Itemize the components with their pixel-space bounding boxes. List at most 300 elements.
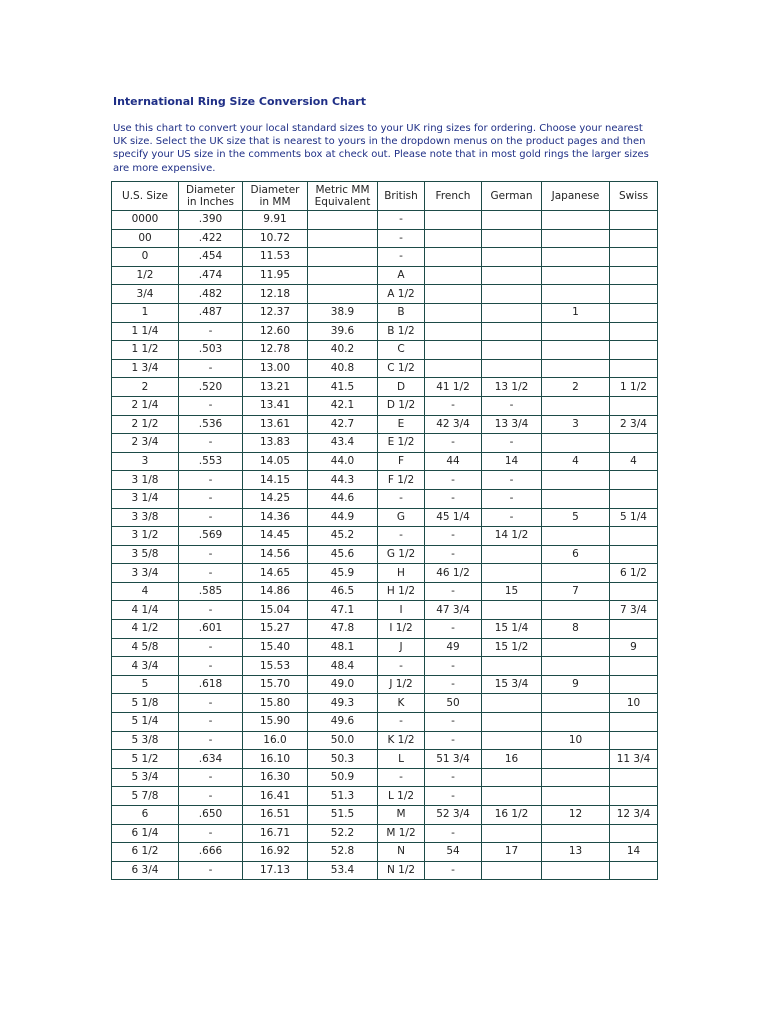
british-cell: N xyxy=(378,843,425,862)
table-row xyxy=(112,806,658,825)
metric-mm-cell: 42.1 xyxy=(308,396,378,415)
japanese-cell: 3 xyxy=(542,415,610,434)
swiss-cell xyxy=(610,787,658,806)
diameter-inches-cell: - xyxy=(179,396,243,415)
metric-mm-header xyxy=(308,182,378,211)
british-cell: B xyxy=(378,303,425,322)
swiss-cell xyxy=(610,303,658,322)
diameter-mm-cell: 15.90 xyxy=(243,713,308,732)
british-cell: N 1/2 xyxy=(378,861,425,880)
table-row xyxy=(112,378,658,397)
german-cell xyxy=(482,787,542,806)
japanese-cell xyxy=(542,471,610,490)
table-row xyxy=(112,248,658,267)
ring-size-table xyxy=(111,181,658,880)
diameter-mm-cell: 11.95 xyxy=(243,266,308,285)
diameter-mm-cell: 14.86 xyxy=(243,582,308,601)
german-cell xyxy=(482,285,542,304)
table-row xyxy=(112,657,658,676)
table-row xyxy=(112,620,658,639)
metric-mm-cell: 48.4 xyxy=(308,657,378,676)
japanese-cell xyxy=(542,266,610,285)
diameter-inches-cell: .569 xyxy=(179,527,243,546)
german-cell xyxy=(482,303,542,322)
us-size-cell: 3 5/8 xyxy=(112,545,179,564)
table-row xyxy=(112,843,658,862)
diameter-mm-cell: 12.60 xyxy=(243,322,308,341)
french-cell: - xyxy=(425,489,482,508)
british-cell: G 1/2 xyxy=(378,545,425,564)
diameter-inches-cell: - xyxy=(179,564,243,583)
german-cell: - xyxy=(482,434,542,453)
japanese-cell: 5 xyxy=(542,508,610,527)
diameter-inches-cell: - xyxy=(179,471,243,490)
diameter-mm-cell: 16.71 xyxy=(243,824,308,843)
table-row xyxy=(112,731,658,750)
french-cell: - xyxy=(425,861,482,880)
swiss-cell xyxy=(610,675,658,694)
diameter-inches-cell: - xyxy=(179,322,243,341)
diameter-inches-cell: .422 xyxy=(179,229,243,248)
diameter-inches-cell: - xyxy=(179,489,243,508)
diameter-mm-cell: 14.15 xyxy=(243,471,308,490)
british-cell: - xyxy=(378,768,425,787)
diameter-mm-cell: 14.56 xyxy=(243,545,308,564)
swiss-cell xyxy=(610,285,658,304)
table-row xyxy=(112,303,658,322)
german-cell: 16 xyxy=(482,750,542,769)
us-size-cell: 6 3/4 xyxy=(112,861,179,880)
table-row xyxy=(112,508,658,527)
british-cell: K 1/2 xyxy=(378,731,425,750)
table-row xyxy=(112,713,658,732)
british-cell: M xyxy=(378,806,425,825)
metric-mm-cell: 48.1 xyxy=(308,638,378,657)
header-label: Swiss xyxy=(618,189,649,202)
us-size-cell: 5 1/8 xyxy=(112,694,179,713)
japanese-cell: 10 xyxy=(542,731,610,750)
us-size-cell: 1/2 xyxy=(112,266,179,285)
us-size-cell: 2 1/2 xyxy=(112,415,179,434)
diameter-inches-cell: - xyxy=(179,545,243,564)
japanese-cell: 1 xyxy=(542,303,610,322)
metric-mm-cell: 49.0 xyxy=(308,675,378,694)
japanese-cell: 4 xyxy=(542,452,610,471)
british-cell: H 1/2 xyxy=(378,582,425,601)
japanese-cell xyxy=(542,601,610,620)
german-cell xyxy=(482,601,542,620)
us-size-cell: 5 3/8 xyxy=(112,731,179,750)
swiss-cell xyxy=(610,359,658,378)
french-cell: - xyxy=(425,675,482,694)
us-size-cell: 5 3/4 xyxy=(112,768,179,787)
us-size-header xyxy=(112,182,179,211)
french-cell: 47 3/4 xyxy=(425,601,482,620)
german-cell xyxy=(482,694,542,713)
diameter-inches-cell: .520 xyxy=(179,378,243,397)
french-cell: - xyxy=(425,471,482,490)
diameter-inches-cell: - xyxy=(179,638,243,657)
diameter-inches-header xyxy=(179,182,243,211)
french-cell: - xyxy=(425,434,482,453)
swiss-cell xyxy=(610,824,658,843)
diameter-inches-cell: .666 xyxy=(179,843,243,862)
french-cell: - xyxy=(425,768,482,787)
japanese-cell xyxy=(542,359,610,378)
table-row xyxy=(112,396,658,415)
diameter-inches-cell: - xyxy=(179,713,243,732)
metric-mm-cell: 51.3 xyxy=(308,787,378,806)
table-header-row xyxy=(112,182,658,211)
us-size-cell: 0000 xyxy=(112,211,179,230)
british-cell: - xyxy=(378,657,425,676)
diameter-inches-cell: - xyxy=(179,824,243,843)
table-row xyxy=(112,638,658,657)
swiss-cell xyxy=(610,396,658,415)
metric-mm-cell: 44.9 xyxy=(308,508,378,527)
french-cell xyxy=(425,211,482,230)
metric-mm-cell: 40.8 xyxy=(308,359,378,378)
table-row xyxy=(112,452,658,471)
diameter-mm-cell: 13.61 xyxy=(243,415,308,434)
swiss-cell xyxy=(610,489,658,508)
us-size-cell: 3 xyxy=(112,452,179,471)
header-label: in Inches xyxy=(186,196,235,208)
us-size-cell: 1 xyxy=(112,303,179,322)
japanese-cell xyxy=(542,768,610,787)
diameter-inches-cell: - xyxy=(179,601,243,620)
swiss-cell xyxy=(610,582,658,601)
french-cell: 45 1/4 xyxy=(425,508,482,527)
german-cell xyxy=(482,824,542,843)
japanese-cell xyxy=(542,489,610,508)
japanese-cell xyxy=(542,527,610,546)
british-cell: E xyxy=(378,415,425,434)
swiss-cell xyxy=(610,861,658,880)
us-size-cell: 4 5/8 xyxy=(112,638,179,657)
french-cell: 41 1/2 xyxy=(425,378,482,397)
diameter-inches-cell: .650 xyxy=(179,806,243,825)
british-cell: A 1/2 xyxy=(378,285,425,304)
metric-mm-cell: 45.9 xyxy=(308,564,378,583)
table-row xyxy=(112,527,658,546)
table-row xyxy=(112,750,658,769)
metric-mm-cell xyxy=(308,229,378,248)
diameter-mm-cell: 14.65 xyxy=(243,564,308,583)
french-cell: - xyxy=(425,713,482,732)
german-cell xyxy=(482,229,542,248)
us-size-cell: 2 xyxy=(112,378,179,397)
japanese-cell xyxy=(542,750,610,769)
british-cell: E 1/2 xyxy=(378,434,425,453)
table-row xyxy=(112,471,658,490)
table-row xyxy=(112,601,658,620)
diameter-mm-cell: 13.41 xyxy=(243,396,308,415)
japanese-cell xyxy=(542,564,610,583)
page-title: International Ring Size Conversion Chart xyxy=(113,95,366,108)
header-label: Diameter xyxy=(185,183,236,196)
japanese-cell xyxy=(542,341,610,360)
diameter-mm-cell: 15.80 xyxy=(243,694,308,713)
swiss-cell: 2 3/4 xyxy=(610,415,658,434)
british-cell: A xyxy=(378,266,425,285)
metric-mm-cell: 45.6 xyxy=(308,545,378,564)
metric-mm-cell: 39.6 xyxy=(308,322,378,341)
metric-mm-cell xyxy=(308,285,378,304)
diameter-mm-cell: 16.10 xyxy=(243,750,308,769)
british-cell: J 1/2 xyxy=(378,675,425,694)
table-row xyxy=(112,434,658,453)
diameter-mm-cell: 14.45 xyxy=(243,527,308,546)
french-cell: - xyxy=(425,545,482,564)
diameter-mm-cell: 12.18 xyxy=(243,285,308,304)
diameter-inches-cell: .482 xyxy=(179,285,243,304)
german-cell: 17 xyxy=(482,843,542,862)
diameter-inches-cell: .634 xyxy=(179,750,243,769)
metric-mm-cell: 50.9 xyxy=(308,768,378,787)
german-cell xyxy=(482,359,542,378)
diameter-mm-cell: 15.04 xyxy=(243,601,308,620)
header-label: Equivalent xyxy=(314,196,371,208)
british-cell: - xyxy=(378,527,425,546)
swiss-cell: 7 3/4 xyxy=(610,601,658,620)
swiss-cell: 5 1/4 xyxy=(610,508,658,527)
us-size-cell: 5 xyxy=(112,675,179,694)
british-cell: F 1/2 xyxy=(378,471,425,490)
diameter-mm-cell: 17.13 xyxy=(243,861,308,880)
metric-mm-cell: 52.8 xyxy=(308,843,378,862)
german-cell xyxy=(482,657,542,676)
diameter-mm-cell: 10.72 xyxy=(243,229,308,248)
swiss-cell: 1 1/2 xyxy=(610,378,658,397)
german-cell: 15 xyxy=(482,582,542,601)
diameter-inches-cell: - xyxy=(179,657,243,676)
table-row xyxy=(112,489,658,508)
british-cell: C xyxy=(378,341,425,360)
swiss-cell xyxy=(610,229,658,248)
header-label: Japanese xyxy=(551,189,600,202)
us-size-cell: 3 1/8 xyxy=(112,471,179,490)
diameter-mm-header xyxy=(243,182,308,211)
swiss-cell xyxy=(610,211,658,230)
japanese-cell xyxy=(542,657,610,676)
french-cell: - xyxy=(425,731,482,750)
british-cell: K xyxy=(378,694,425,713)
diameter-inches-cell: - xyxy=(179,434,243,453)
table-row xyxy=(112,824,658,843)
french-cell xyxy=(425,359,482,378)
metric-mm-cell: 42.7 xyxy=(308,415,378,434)
diameter-inches-cell: .601 xyxy=(179,620,243,639)
diameter-inches-cell: - xyxy=(179,731,243,750)
table-row xyxy=(112,285,658,304)
swiss-cell xyxy=(610,527,658,546)
metric-mm-cell: 44.0 xyxy=(308,452,378,471)
french-cell: 46 1/2 xyxy=(425,564,482,583)
diameter-mm-cell: 16.30 xyxy=(243,768,308,787)
us-size-cell: 00 xyxy=(112,229,179,248)
table-row xyxy=(112,322,658,341)
french-cell xyxy=(425,248,482,267)
us-size-cell: 6 1/4 xyxy=(112,824,179,843)
diameter-mm-cell: 9.91 xyxy=(243,211,308,230)
french-cell xyxy=(425,266,482,285)
us-size-cell: 6 xyxy=(112,806,179,825)
swiss-cell: 9 xyxy=(610,638,658,657)
british-cell: D xyxy=(378,378,425,397)
diameter-inches-cell: .585 xyxy=(179,582,243,601)
us-size-cell: 4 xyxy=(112,582,179,601)
swiss-cell xyxy=(610,434,658,453)
british-cell: H xyxy=(378,564,425,583)
japanese-cell: 9 xyxy=(542,675,610,694)
french-header xyxy=(425,182,482,211)
metric-mm-cell: 40.2 xyxy=(308,341,378,360)
metric-mm-cell: 49.6 xyxy=(308,713,378,732)
japanese-cell: 12 xyxy=(542,806,610,825)
metric-mm-cell: 43.4 xyxy=(308,434,378,453)
french-cell xyxy=(425,341,482,360)
swiss-cell xyxy=(610,341,658,360)
german-cell xyxy=(482,266,542,285)
us-size-cell: 5 1/2 xyxy=(112,750,179,769)
table-row xyxy=(112,341,658,360)
us-size-cell: 3/4 xyxy=(112,285,179,304)
british-cell: C 1/2 xyxy=(378,359,425,378)
diameter-inches-cell: .487 xyxy=(179,303,243,322)
us-size-cell: 1 1/4 xyxy=(112,322,179,341)
table-row xyxy=(112,675,658,694)
german-cell: - xyxy=(482,396,542,415)
swiss-cell: 4 xyxy=(610,452,658,471)
german-cell: 13 1/2 xyxy=(482,378,542,397)
swiss-cell: 6 1/2 xyxy=(610,564,658,583)
table-row xyxy=(112,768,658,787)
german-cell xyxy=(482,248,542,267)
diameter-mm-cell: 12.78 xyxy=(243,341,308,360)
us-size-cell: 4 1/2 xyxy=(112,620,179,639)
french-cell: 54 xyxy=(425,843,482,862)
german-cell: 15 1/4 xyxy=(482,620,542,639)
british-cell: - xyxy=(378,248,425,267)
swiss-cell xyxy=(610,322,658,341)
header-label: French xyxy=(435,189,471,202)
table-row xyxy=(112,694,658,713)
french-cell: 52 3/4 xyxy=(425,806,482,825)
german-cell: 14 xyxy=(482,452,542,471)
diameter-mm-cell: 14.25 xyxy=(243,489,308,508)
metric-mm-cell xyxy=(308,266,378,285)
japanese-cell xyxy=(542,396,610,415)
british-cell: - xyxy=(378,229,425,248)
metric-mm-cell: 46.5 xyxy=(308,582,378,601)
diameter-mm-cell: 11.53 xyxy=(243,248,308,267)
british-cell: G xyxy=(378,508,425,527)
table-row xyxy=(112,211,658,230)
japanese-cell xyxy=(542,787,610,806)
japanese-cell xyxy=(542,638,610,657)
german-cell: 15 1/2 xyxy=(482,638,542,657)
intro-paragraph: Use this chart to convert your local standard sizes to your UK ring sizes for ordering. Choose your nearest UK size. Select the UK size that is nearest to yours in the dropdown menus on the product pages and then specify your US size in the comments box at check out. Please note that in most gold rings the larger sizes are more expensive. xyxy=(113,123,649,174)
british-header xyxy=(378,182,425,211)
metric-mm-cell: 44.6 xyxy=(308,489,378,508)
british-cell: I 1/2 xyxy=(378,620,425,639)
diameter-inches-cell: - xyxy=(179,359,243,378)
german-header xyxy=(482,182,542,211)
us-size-cell: 3 3/8 xyxy=(112,508,179,527)
japanese-header xyxy=(542,182,610,211)
table-row xyxy=(112,861,658,880)
metric-mm-cell: 51.5 xyxy=(308,806,378,825)
diameter-mm-cell: 15.53 xyxy=(243,657,308,676)
table-row xyxy=(112,359,658,378)
swiss-cell xyxy=(610,266,658,285)
japanese-cell xyxy=(542,248,610,267)
british-cell: D 1/2 xyxy=(378,396,425,415)
swiss-cell: 10 xyxy=(610,694,658,713)
swiss-cell xyxy=(610,248,658,267)
french-cell: - xyxy=(425,620,482,639)
french-cell: - xyxy=(425,824,482,843)
us-size-cell: 5 1/4 xyxy=(112,713,179,732)
diameter-inches-cell: .503 xyxy=(179,341,243,360)
diameter-mm-cell: 15.70 xyxy=(243,675,308,694)
french-cell: 42 3/4 xyxy=(425,415,482,434)
diameter-inches-cell: .536 xyxy=(179,415,243,434)
diameter-inches-cell: .553 xyxy=(179,452,243,471)
table-row xyxy=(112,545,658,564)
swiss-cell: 11 3/4 xyxy=(610,750,658,769)
german-cell xyxy=(482,545,542,564)
japanese-cell xyxy=(542,229,610,248)
french-cell: - xyxy=(425,582,482,601)
us-size-cell: 3 3/4 xyxy=(112,564,179,583)
swiss-cell xyxy=(610,731,658,750)
diameter-mm-cell: 16.0 xyxy=(243,731,308,750)
table-row xyxy=(112,266,658,285)
us-size-cell: 3 1/4 xyxy=(112,489,179,508)
diameter-inches-cell: - xyxy=(179,508,243,527)
diameter-mm-cell: 15.27 xyxy=(243,620,308,639)
metric-mm-cell: 49.3 xyxy=(308,694,378,713)
diameter-inches-cell: .618 xyxy=(179,675,243,694)
french-cell xyxy=(425,322,482,341)
french-cell xyxy=(425,303,482,322)
japanese-cell xyxy=(542,861,610,880)
metric-mm-cell xyxy=(308,248,378,267)
us-size-cell: 6 1/2 xyxy=(112,843,179,862)
swiss-cell xyxy=(610,471,658,490)
swiss-cell xyxy=(610,545,658,564)
german-cell xyxy=(482,322,542,341)
diameter-mm-cell: 16.92 xyxy=(243,843,308,862)
us-size-cell: 1 1/2 xyxy=(112,341,179,360)
diameter-mm-cell: 12.37 xyxy=(243,303,308,322)
japanese-cell xyxy=(542,434,610,453)
swiss-cell xyxy=(610,713,658,732)
us-size-cell: 4 1/4 xyxy=(112,601,179,620)
metric-mm-cell: 45.2 xyxy=(308,527,378,546)
us-size-cell: 5 7/8 xyxy=(112,787,179,806)
german-cell: 16 1/2 xyxy=(482,806,542,825)
header-label: British xyxy=(384,189,418,202)
german-cell xyxy=(482,768,542,787)
french-cell xyxy=(425,285,482,304)
metric-mm-cell: 44.3 xyxy=(308,471,378,490)
swiss-header xyxy=(610,182,658,211)
table-row xyxy=(112,582,658,601)
french-cell: - xyxy=(425,657,482,676)
